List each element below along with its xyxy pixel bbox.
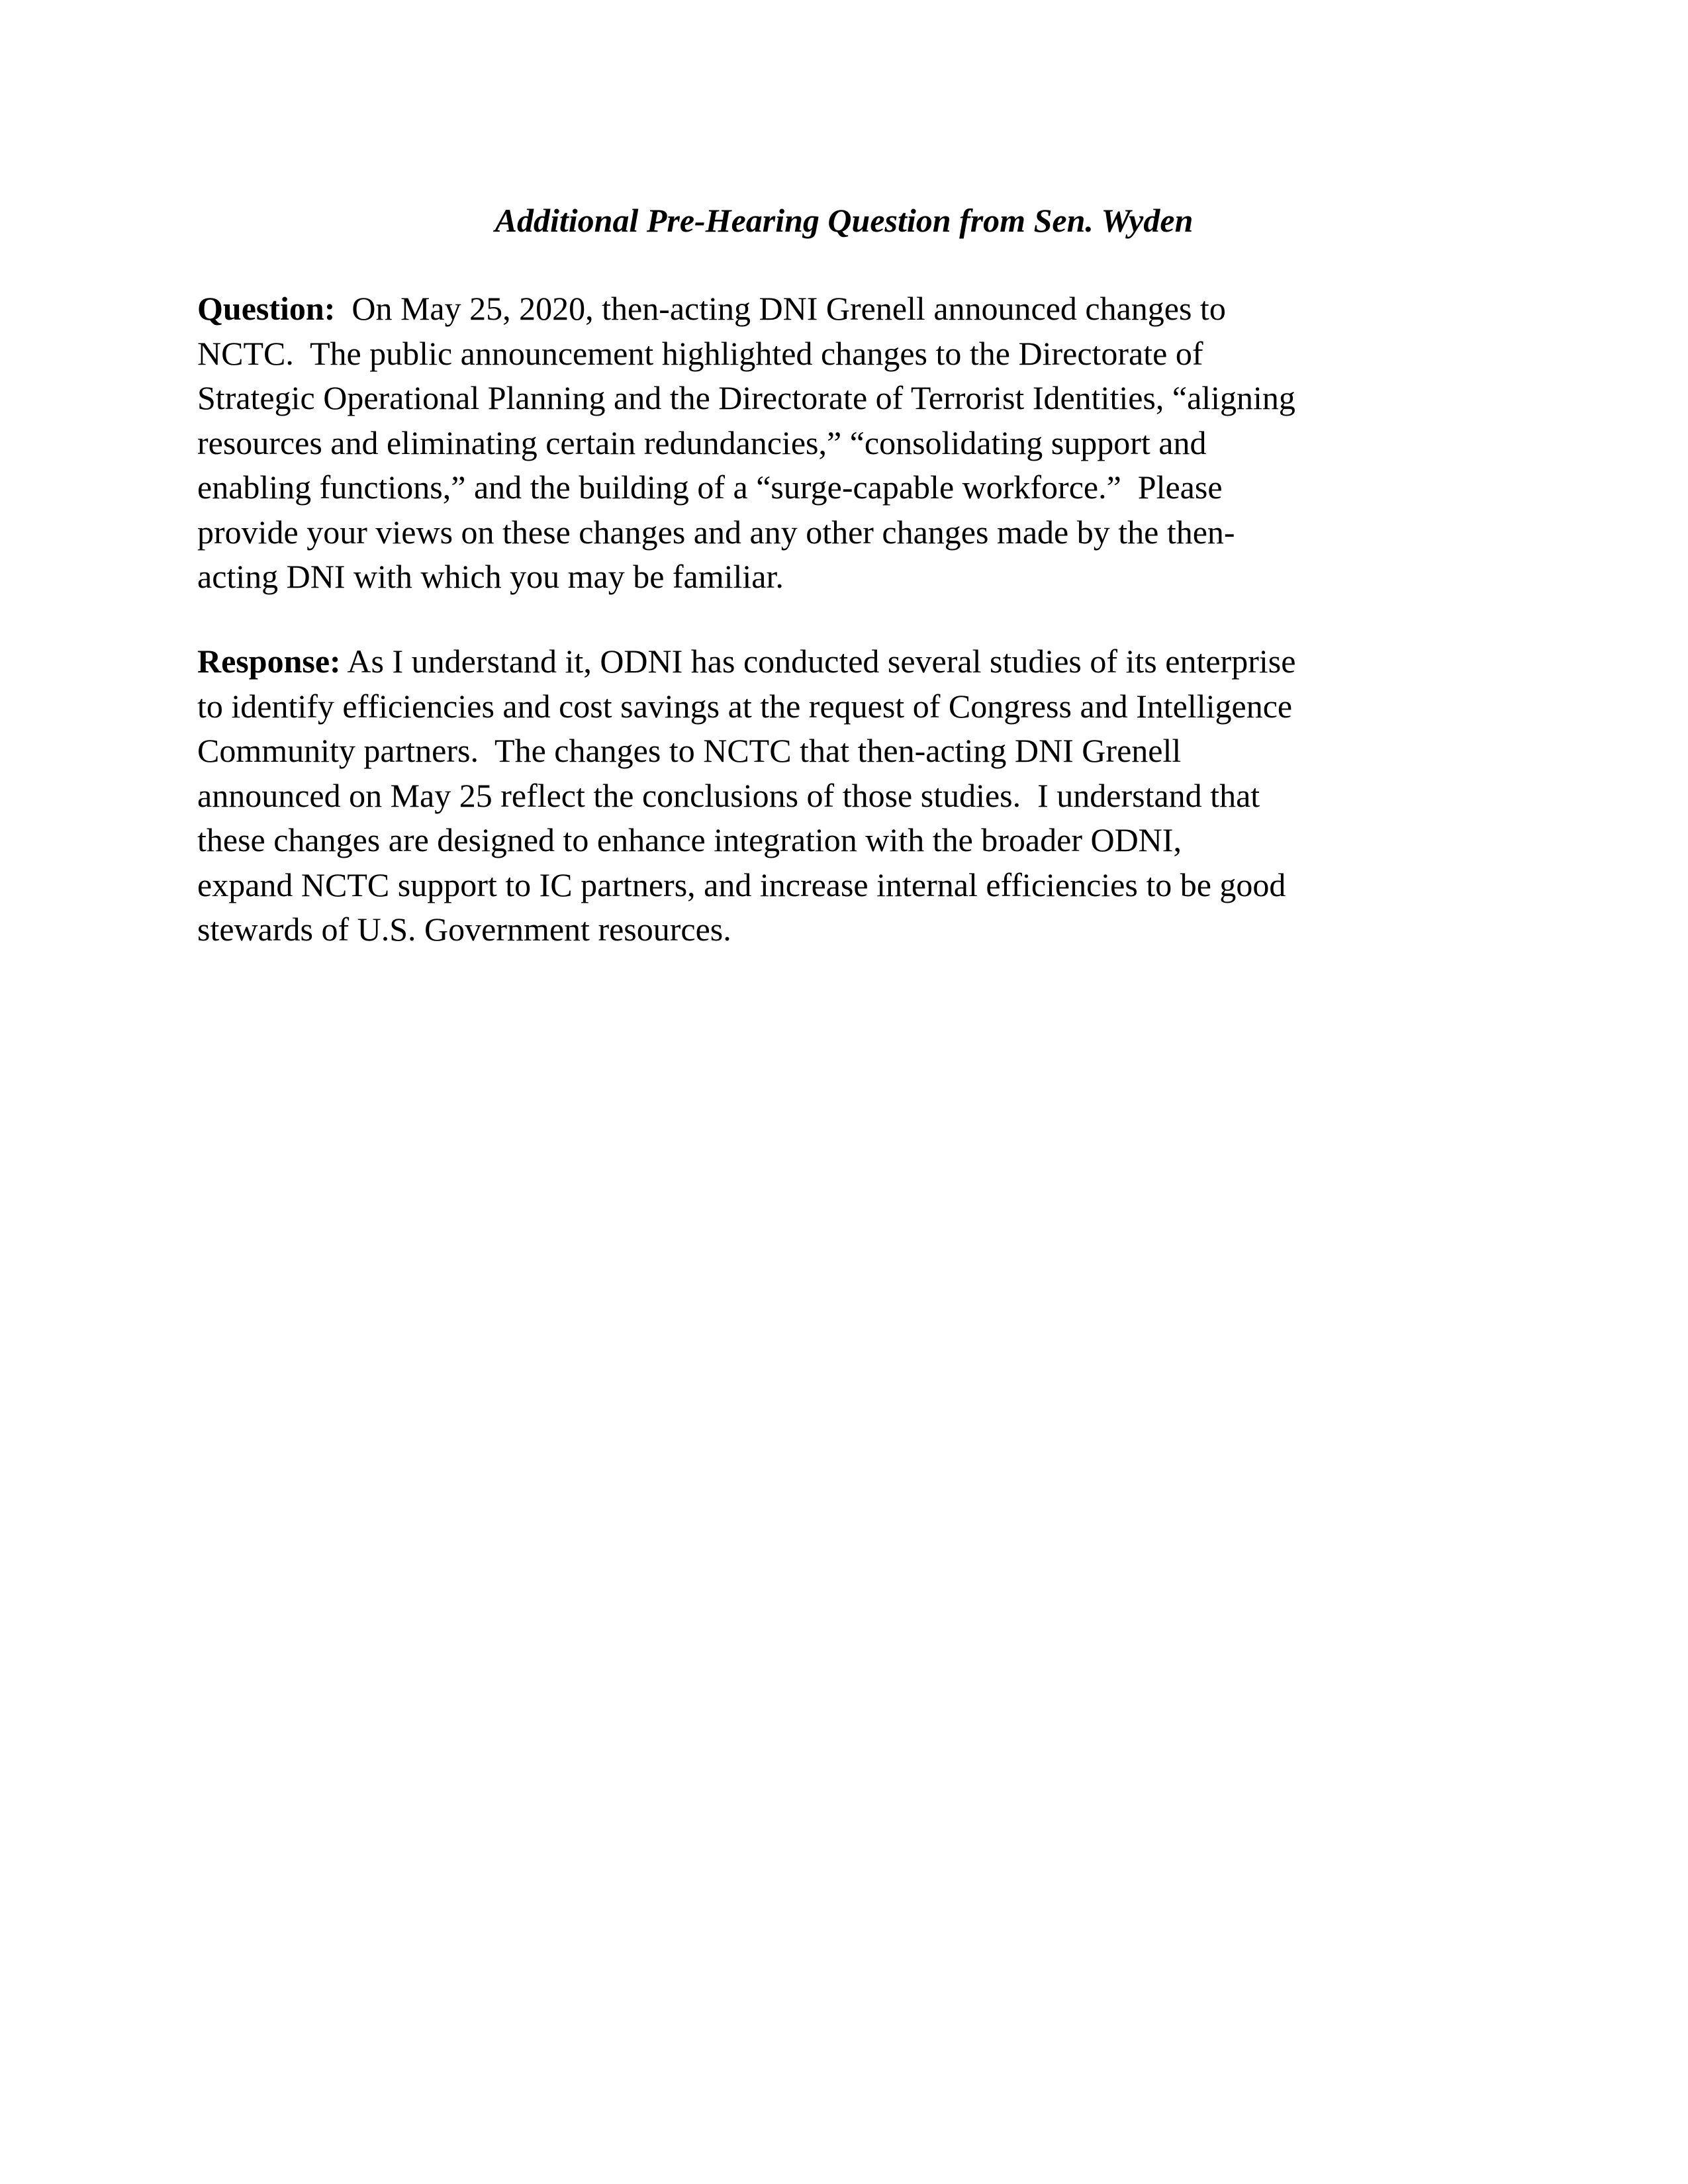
response-line: stewards of U.S. Government resources. xyxy=(197,911,731,948)
question-line: NCTC. The public announcement highlighted changes to the Directorate of xyxy=(197,334,1203,372)
response-line: announced on May 25 reflect the conclusions of those studies. I understand that xyxy=(197,776,1260,814)
response-line: Community partners. The changes to NCTC that then-acting DNI Grenell xyxy=(197,732,1182,769)
question-text: On May 25, 2020, then-acting DNI Grenell announced changes to xyxy=(335,290,1226,327)
question-line: enabling functions,” and the building of a “surge-capable workforce.” Please xyxy=(197,469,1223,506)
question-line: resources and eliminating certain redundancies,” “consolidating support and xyxy=(197,424,1207,461)
response-label: Response: xyxy=(197,643,341,680)
question-label: Question: xyxy=(197,290,336,327)
question-line: acting DNI with which you may be familiar. xyxy=(197,558,784,595)
response-paragraph xyxy=(197,639,1521,952)
question-line: provide your views on these changes and any other changes made by the then- xyxy=(197,513,1235,551)
question-paragraph xyxy=(197,287,1521,600)
question-line xyxy=(197,287,1521,332)
document-title: Additional Pre-Hearing Question from Sen. Wyden xyxy=(494,202,1194,239)
response-text: As I understand it, ODNI has conducted several studies of its enterprise xyxy=(340,643,1296,680)
question-line: Strategic Operational Planning and the Directorate of Terrorist Identities, “aligning xyxy=(197,379,1295,416)
response-line xyxy=(197,639,1521,684)
response-line: these changes are designed to enhance integration with the broader ODNI, xyxy=(197,821,1182,858)
response-line: to identify efficiencies and cost savings at the request of Congress and Intelligence xyxy=(197,687,1293,725)
response-line: expand NCTC support to IC partners, and increase internal efficiencies to be good xyxy=(197,866,1286,903)
